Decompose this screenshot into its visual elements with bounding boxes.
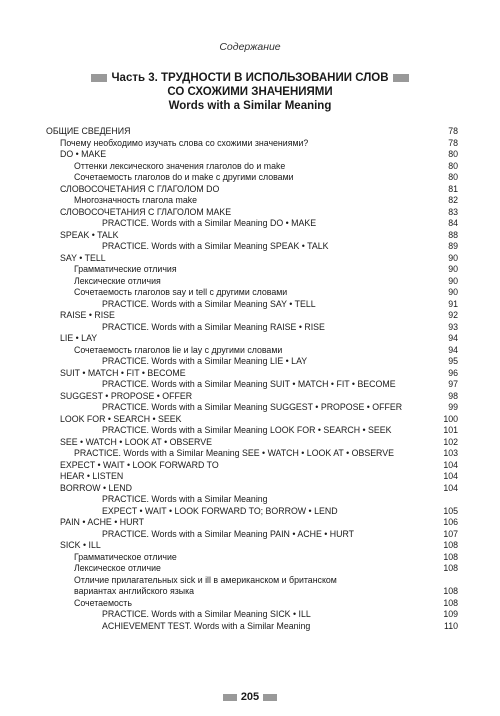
toc-entry — [46, 299, 458, 311]
toc-entry-title: СЛОВОСОЧЕТАНИЯ С ГЛАГОЛОМ MAKE — [60, 206, 232, 217]
toc-entry — [46, 333, 458, 345]
toc-entry — [46, 126, 458, 138]
toc-entry — [46, 540, 458, 552]
toc-entry-page: 104 — [443, 482, 458, 493]
toc-entry-title: PRACTICE. Words with a Similar Meaning RAISE • RISE — [102, 321, 325, 332]
toc-entry-title: PAIN • ACHE • HURT — [60, 517, 145, 527]
toc-entry-title: SPEAK • TALK — [60, 229, 119, 240]
toc-entry-title: SUGGEST • PROPOSE • OFFER — [60, 390, 193, 401]
toc-entry-page: 101 — [443, 425, 458, 435]
decorative-bar-left — [91, 74, 107, 82]
toc-entry — [46, 517, 458, 529]
toc-entry-page: 80 — [448, 172, 458, 182]
toc-entry-title: SAY • TELL — [60, 252, 106, 263]
toc-entry-title: вариантах английского языка — [74, 586, 195, 596]
toc-entry-page: 109 — [443, 609, 458, 619]
toc-entry — [46, 195, 458, 207]
toc-entry-page: 110 — [443, 620, 458, 631]
toc-entry-title: PRACTICE. Words with a Similar Meaning SEE • WATCH • LOOK AT • OBSERVE — [74, 448, 394, 458]
part-title-line-1: Часть 3. ТРУДНОСТИ В ИСПОЛЬЗОВАНИИ СЛОВ — [0, 71, 500, 85]
toc-entry-title: LOOK FOR • SEARCH • SEEK — [60, 413, 182, 424]
toc-entry-page: 83 — [448, 206, 458, 217]
toc-entry-page: 90 — [448, 287, 458, 297]
toc-entry — [46, 425, 458, 437]
toc-entry-page: 90 — [448, 275, 458, 286]
table-of-contents — [46, 126, 458, 632]
toc-entry — [46, 264, 458, 276]
toc-entry — [46, 322, 458, 334]
decorative-bar-left — [223, 694, 237, 701]
toc-entry-title: SEE • WATCH • LOOK AT • OBSERVE — [60, 436, 212, 447]
toc-entry — [46, 138, 458, 150]
toc-entry-title: PRACTICE. Words with a Similar Meaning SUGGEST • PROPOSE • OFFER — [102, 402, 403, 412]
toc-entry-page: 104 — [443, 459, 458, 470]
toc-entry-page: 104 — [443, 471, 458, 481]
toc-entry-title: RAISE • RISE — [60, 310, 115, 320]
toc-entry-title: EXPECT • WAIT • LOOK FORWARD TO; BORROW • LEND — [102, 505, 338, 516]
toc-entry-title: PRACTICE. Words with a Similar Meaning LOOK FOR • SEARCH • SEEK — [102, 425, 392, 435]
toc-entry-page: 90 — [448, 252, 458, 263]
toc-entry — [46, 184, 458, 196]
decorative-bar-right — [393, 74, 409, 82]
page-number: 205 — [240, 691, 260, 703]
toc-entry — [46, 276, 458, 288]
toc-entry — [46, 207, 458, 219]
toc-entry-page: 103 — [443, 448, 458, 458]
toc-entry-page: 108 — [443, 563, 458, 573]
toc-entry — [46, 609, 458, 621]
toc-entry — [46, 345, 458, 357]
toc-entry-page: 108 — [443, 551, 458, 562]
toc-entry-page: 107 — [443, 528, 458, 539]
toc-entry-page: 84 — [448, 218, 458, 228]
decorative-bar-right — [263, 694, 277, 701]
toc-entry-title: PRACTICE. Words with a Similar Meaning DO • MAKE — [102, 218, 317, 228]
toc-entry — [46, 402, 458, 414]
toc-entry-title: PRACTICE. Words with a Similar Meaning LIE • LAY — [102, 356, 308, 366]
toc-entry-title: Лексические отличия — [74, 275, 161, 286]
toc-entry-page: 78 — [448, 126, 458, 136]
toc-entry-page: 106 — [443, 517, 458, 527]
toc-entry-title: HEAR • LISTEN — [60, 471, 124, 481]
toc-entry-title: ACHIEVEMENT TEST. Words with a Similar Meaning — [102, 620, 311, 631]
toc-entry — [46, 529, 458, 541]
toc-entry-title: Сочетаемость глаголов lie и lay с другими словами — [74, 344, 283, 355]
toc-entry-page: 100 — [443, 413, 458, 424]
toc-entry-page: 89 — [448, 241, 458, 251]
toc-entry — [46, 494, 458, 506]
toc-entry — [46, 598, 458, 610]
toc-entry — [46, 391, 458, 403]
toc-entry-title: PRACTICE. Words with a Similar Meaning SUIT • MATCH • FIT • BECOME — [102, 379, 396, 389]
toc-entry — [46, 437, 458, 449]
toc-entry — [46, 506, 458, 518]
toc-entry — [46, 483, 458, 495]
part-title-line-3: Words with a Similar Meaning — [168, 100, 332, 112]
toc-entry-page: 108 — [443, 597, 458, 608]
toc-entry-title: ОБЩИЕ СВЕДЕНИЯ — [46, 126, 131, 136]
toc-entry — [46, 621, 458, 633]
toc-entry-title: Почему необходимо изучать слова со схожими значениями? — [60, 137, 309, 148]
toc-entry — [46, 172, 458, 184]
toc-entry — [46, 460, 458, 472]
toc-entry-title: BORROW • LEND — [60, 482, 132, 493]
toc-entry-page: 96 — [448, 367, 458, 378]
toc-entry-title: DO • MAKE — [60, 149, 107, 159]
toc-entry — [46, 218, 458, 230]
toc-entry — [46, 310, 458, 322]
toc-entry-title: SICK • ILL — [60, 540, 101, 550]
toc-entry-title: Сочетаемость глаголов do и make с другими словами — [74, 172, 294, 182]
toc-entry — [46, 563, 458, 575]
toc-entry-title: PRACTICE. Words with a Similar Meaning SAY • TELL — [102, 298, 316, 309]
part-title — [0, 71, 500, 113]
toc-entry-page: 108 — [443, 540, 458, 550]
toc-entry-page: 95 — [448, 356, 458, 366]
toc-entry-title: PRACTICE. Words with a Similar Meaning SPEAK • TALK — [102, 241, 329, 251]
toc-entry-title: LIE • LAY — [60, 333, 98, 343]
toc-entry — [46, 149, 458, 161]
toc-entry-title: Грамматические отличия — [74, 264, 177, 274]
toc-entry-title: Грамматическое отличие — [74, 551, 177, 562]
toc-entry-page: 108 — [443, 586, 458, 596]
toc-entry-title: PRACTICE. Words with a Similar Meaning — [102, 494, 268, 504]
toc-entry — [46, 287, 458, 299]
toc-entry-title: Многозначность глагола make — [74, 195, 198, 205]
toc-entry — [46, 253, 458, 265]
toc-entry-title: СЛОВОСОЧЕТАНИЯ С ГЛАГОЛОМ DO — [60, 183, 220, 194]
toc-entry — [46, 552, 458, 564]
toc-entry-page: 91 — [448, 298, 458, 309]
page-number-footer — [0, 691, 500, 703]
toc-entry-page: 99 — [448, 402, 458, 412]
toc-entry-page: 82 — [448, 195, 458, 205]
toc-entry-title: Сочетаемость — [74, 597, 132, 608]
toc-entry — [46, 230, 458, 242]
toc-entry-page: 93 — [448, 321, 458, 332]
toc-entry — [46, 471, 458, 483]
toc-entry-page: 92 — [448, 310, 458, 320]
toc-entry-page: 94 — [448, 333, 458, 343]
toc-entry-page: 90 — [448, 264, 458, 274]
toc-entry — [46, 356, 458, 368]
running-header: Содержание — [219, 41, 281, 53]
toc-entry — [46, 575, 458, 587]
toc-entry-page: 98 — [448, 390, 458, 401]
toc-entry — [46, 586, 458, 598]
toc-entry-title: Сочетаемость глаголов say и tell с другими словами — [74, 287, 288, 297]
toc-entry — [46, 368, 458, 380]
toc-entry — [46, 448, 458, 460]
toc-entry-page: 88 — [448, 229, 458, 240]
toc-entry-page: 97 — [448, 379, 458, 389]
toc-entry — [46, 241, 458, 253]
toc-entry-page: 80 — [448, 149, 458, 159]
toc-entry-title: PRACTICE. Words with a Similar Meaning PAIN • ACHE • HURT — [102, 528, 355, 539]
part-title-line-2: СО СХОЖИМИ ЗНАЧЕНИЯМИ — [167, 86, 333, 98]
toc-entry-page: 102 — [443, 436, 458, 447]
toc-entry-page: 80 — [448, 160, 458, 171]
toc-entry-page: 105 — [443, 505, 458, 516]
toc-entry — [46, 414, 458, 426]
toc-entry-page: 94 — [448, 344, 458, 355]
toc-entry-page: 78 — [448, 137, 458, 148]
toc-entry — [46, 161, 458, 173]
toc-entry-title: SUIT • MATCH • FIT • BECOME — [60, 367, 186, 378]
toc-entry-title: EXPECT • WAIT • LOOK FORWARD TO — [60, 459, 219, 470]
toc-entry-page: 81 — [448, 183, 458, 194]
toc-entry-title: PRACTICE. Words with a Similar Meaning SICK • ILL — [102, 609, 311, 619]
toc-entry-title: Оттенки лексического значения глаголов do и make — [74, 160, 286, 171]
toc-entry-title: Отличие прилагательных sick и ill в американском и британском — [74, 574, 337, 585]
toc-entry-title: Лексическое отличие — [74, 563, 161, 573]
toc-entry — [46, 379, 458, 391]
